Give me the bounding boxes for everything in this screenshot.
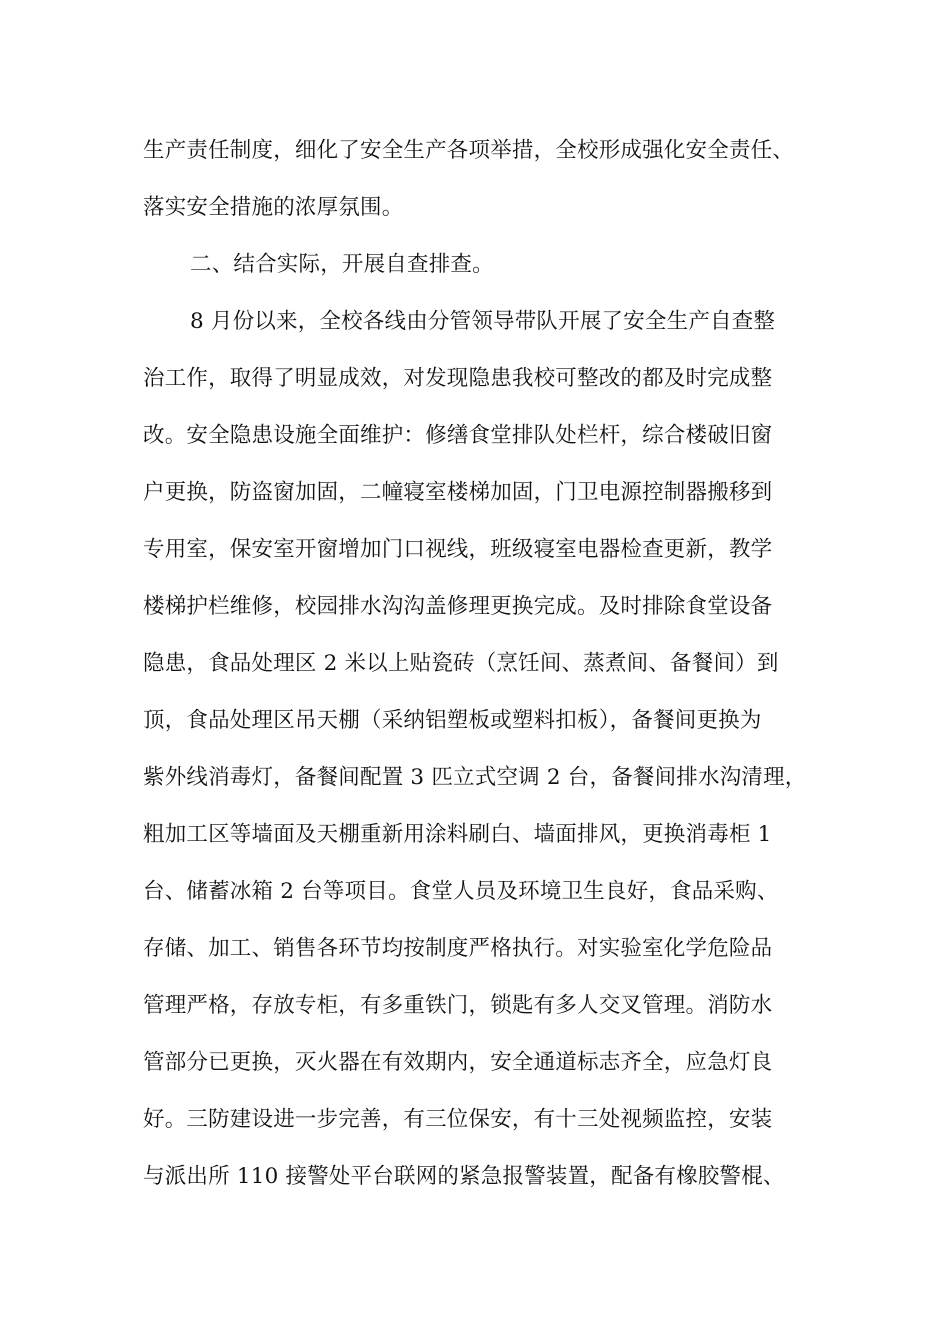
- paragraph-line: 与派出所 110 接警处平台联网的紧急报警装置，配备有橡胶警棍、: [143, 1164, 785, 1189]
- paragraph-line: 顶，食品处理区吊天棚（采纳铝塑板或塑料扣板），备餐间更换为: [143, 708, 762, 733]
- paragraph-line: 楼梯护栏维修，校园排水沟沟盖修理更换完成。及时排除食堂设备: [143, 594, 773, 619]
- paragraph-line: 粗加工区等墙面及天棚重新用涂料刷白、墙面排风，更换消毒柜 1: [143, 822, 772, 847]
- paragraph-line: 存储、加工、销售各环节均按制度严格执行。对实验室化学危险品: [143, 936, 773, 961]
- paragraph-line: 管部分已更换，灭火器在有效期内，安全通道标志齐全，应急灯良: [143, 1050, 773, 1075]
- paragraph-line: 生产责任制度，细化了安全生产各项举措，全校形成强化安全责任、: [143, 138, 795, 163]
- paragraph-line: 治工作，取得了明显成效，对发现隐患我校可整改的都及时完成整: [143, 366, 773, 391]
- paragraph-line: 紫外线消毒灯，备餐间配置 3 匹立式空调 2 台，备餐间排水沟清理，: [143, 765, 807, 790]
- paragraph-line: 台、储蓄冰箱 2 台等项目。食堂人员及环境卫生良好，食品采购、: [143, 879, 779, 904]
- paragraph-line: 户更换，防盗窗加固，二幢寝室楼梯加固，门卫电源控制器搬移到: [143, 480, 773, 505]
- section-heading: 二、结合实际，开展自查排查。: [190, 252, 494, 277]
- paragraph-line: 专用室，保安室开窗增加门口视线，班级寝室电器检查更新，教学: [143, 537, 773, 562]
- paragraph-line: 8 月份以来，全校各线由分管领导带队开展了安全生产自查整: [190, 309, 776, 334]
- paragraph-line: 隐患，食品处理区 2 米以上贴瓷砖（烹饪间、蒸煮间、备餐间）到: [143, 651, 779, 676]
- paragraph-line: 落实安全措施的浓厚氛围。: [143, 195, 404, 220]
- paragraph-line: 好。三防建设进一步完善，有三位保安，有十三处视频监控，安装: [143, 1107, 773, 1132]
- paragraph-line: 改。安全隐患设施全面维护：修缮食堂排队处栏杆，综合楼破旧窗: [143, 423, 773, 448]
- paragraph-line: 管理严格，存放专柜，有多重铁门，锁匙有多人交叉管理。消防水: [143, 993, 773, 1018]
